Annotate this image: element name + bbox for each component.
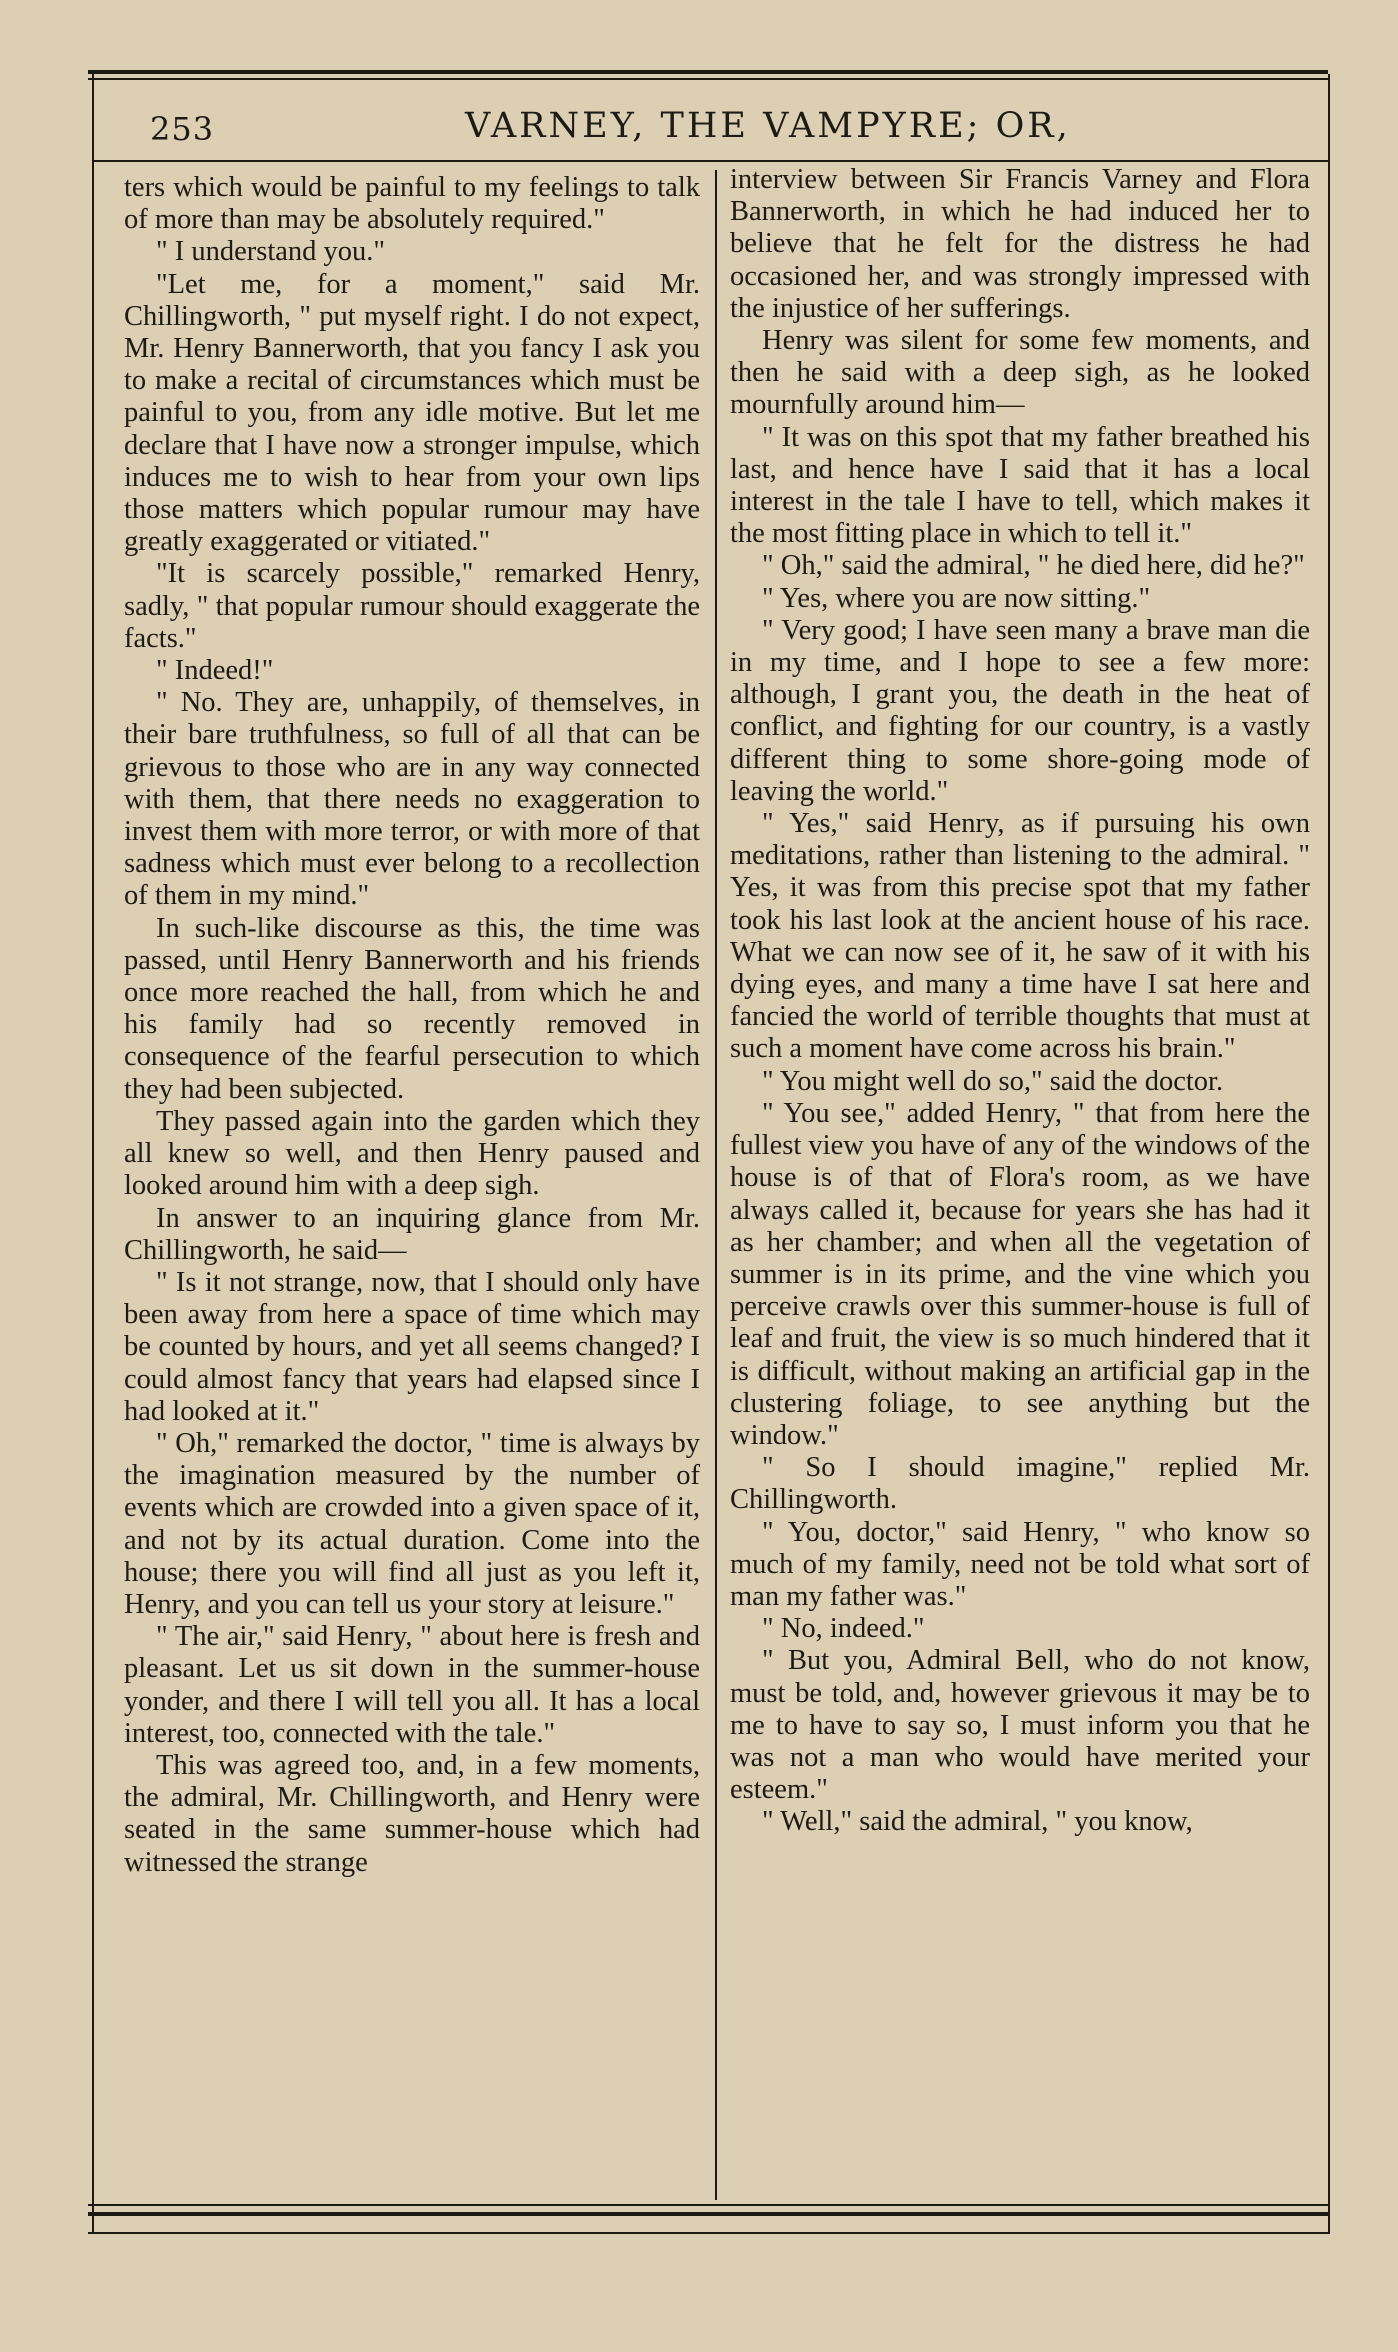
paragraph: " No, indeed." [762, 1613, 925, 1645]
paragraph: " You might well do so," said the doctor. [762, 1065, 1224, 1097]
paragraph: In such-like discourse as this, the time was passed, until Henry Bannerworth and his friends once more reached the hall, from which he and his family had so recently removed in consequence of the fearful persecution to which they had been subjected. [124, 912, 700, 1105]
top-rule-thick [88, 70, 1328, 74]
paragraph: " Yes, where you are now sitting." [762, 582, 1151, 614]
paragraph: " Very good; I have seen many a brave man die in my time, and I hope to see a few more: although, I grant you, the death in the heat of conflict, and fighting for our country, is a vastly different thing to some shore-going mode of leaving the world." [730, 614, 1310, 807]
page-header [150, 104, 1320, 154]
paragraph: "It is scarcely possible," remarked Henry, sadly, " that popular rumour should exaggerate the facts." [124, 558, 700, 654]
paragraph: " No. They are, unhappily, of themselves, in their bare truthfulness, so full of all that can be grievous to those who are in any way connected with them, that there needs no exaggeration to invest them with more terror, or with more of that sadness which must ever belong to a recollection of them in my mind." [124, 687, 700, 912]
page-number: 253 [150, 110, 215, 148]
bottom-rule-thick [88, 2212, 1328, 2216]
paragraph: " I understand you." [156, 236, 386, 268]
paragraph: " You see," added Henry, " that from here the fullest view you have of any of the windows of the house is of that of Flora's room, as we have always called it, because for years she has had it as her chamber; and when all the vegetation of summer is in its prime, and the vine which you perceive crawls over this summer-house is full of leaf and fruit, the view is so much hindered that it is difficult, without making an artificial gap in the clustering foliage, to see anything but the window." [730, 1097, 1310, 1451]
paragraph: " Well," said the admiral, " you know, [762, 1806, 1193, 1838]
paragraph: " Oh," said the admiral, " he died here, did he?" [762, 550, 1305, 582]
right-text-column [730, 164, 1310, 1839]
paragraph: " But you, Admiral Bell, who do not know, must be told, and, however grievous it may be to me to have to say so, I must inform you that he was not a man who would have merited your esteem." [730, 1645, 1310, 1806]
top-rule-thin [88, 78, 1328, 80]
paragraph: " Yes," said Henry, as if pursuing his own meditations, rather than listening to the admiral. " Yes, it was from this precise spot that my father took his last look at the ancient house of his race. What we can now see of it, he saw of it with his dying eyes, and many a time have I sat here and fancied the world of terrible thoughts that must at such a moment have come across his brain." [730, 808, 1310, 1065]
paragraph: "Let me, for a moment," said Mr. Chillingworth, " put myself right. I do not expect, Mr. Henry Bannerworth, that you fancy I ask you to make a recital of circumstances which must be painful to you, from any idle motive. But let me declare that I have now a stronger impulse, which induces me to wish to hear from your own lips those matters which popular rumour may have greatly exaggerated or vitiated." [124, 268, 700, 558]
bottom-rule-outer [88, 2232, 1328, 2234]
running-title: VARNEY, THE VAMPYRE; OR, [465, 106, 1071, 146]
right-border-rule [1328, 74, 1330, 2234]
paragraph: This was agreed too, and, in a few moments, the admiral, Mr. Chillingworth, and Henry were seated in the same summer-house which had witnessed the strange [124, 1749, 700, 1878]
paragraph: " Oh," remarked the doctor, " time is always by the imagination measured by the number of events which are crowded into a given space of it, and not by its actual duration. Come into the house; there you will find all just as you left it, Henry, and you can tell us your story at leisure." [124, 1427, 700, 1620]
left-border-rule [92, 74, 94, 2234]
header-rule [94, 160, 1328, 162]
paragraph: " It was on this spot that my father breathed his last, and hence have I said that it has a local interest in the tale I have to tell, which makes it the most fitting place in which to tell it." [730, 421, 1310, 550]
paragraph: They passed again into the garden which they all knew so well, and then Henry paused and looked around him with a deep sigh. [124, 1105, 700, 1202]
paragraph: " Indeed!" [156, 655, 274, 687]
paragraph: ters which would be painful to my feelings to talk of more than may be absolutely required." [124, 172, 700, 236]
paragraph: " So I should imagine," replied Mr. Chillingworth. [730, 1452, 1310, 1516]
bottom-rule-thin [88, 2204, 1328, 2206]
left-text-column [124, 172, 700, 1879]
paragraph: " You, doctor," said Henry, " who know so much of my family, need not be told what sort of man my father was." [730, 1516, 1310, 1612]
paragraph: Henry was silent for some few moments, and then he said with a deep sigh, as he looked mournfully around him— [730, 325, 1310, 421]
column-divider [715, 170, 717, 2200]
paragraph: interview between Sir Francis Varney and Flora Bannerworth, in which he had induced her to believe that he felt for the distress he had occasioned her, and was strongly impressed with the injustice of her sufferings. [730, 164, 1310, 324]
paragraph: " Is it not strange, now, that I should only have been away from here a space of time which may be counted by hours, and yet all seems changed? I could almost fancy that years had elapsed since I had looked at it." [124, 1266, 700, 1427]
paragraph: " The air," said Henry, " about here is fresh and pleasant. Let us sit down in the summer-house yonder, and there I will tell you all. It has a local interest, too, connected with the tale." [124, 1621, 700, 1749]
paragraph: In answer to an inquiring glance from Mr. Chillingworth, he said— [124, 1202, 700, 1266]
